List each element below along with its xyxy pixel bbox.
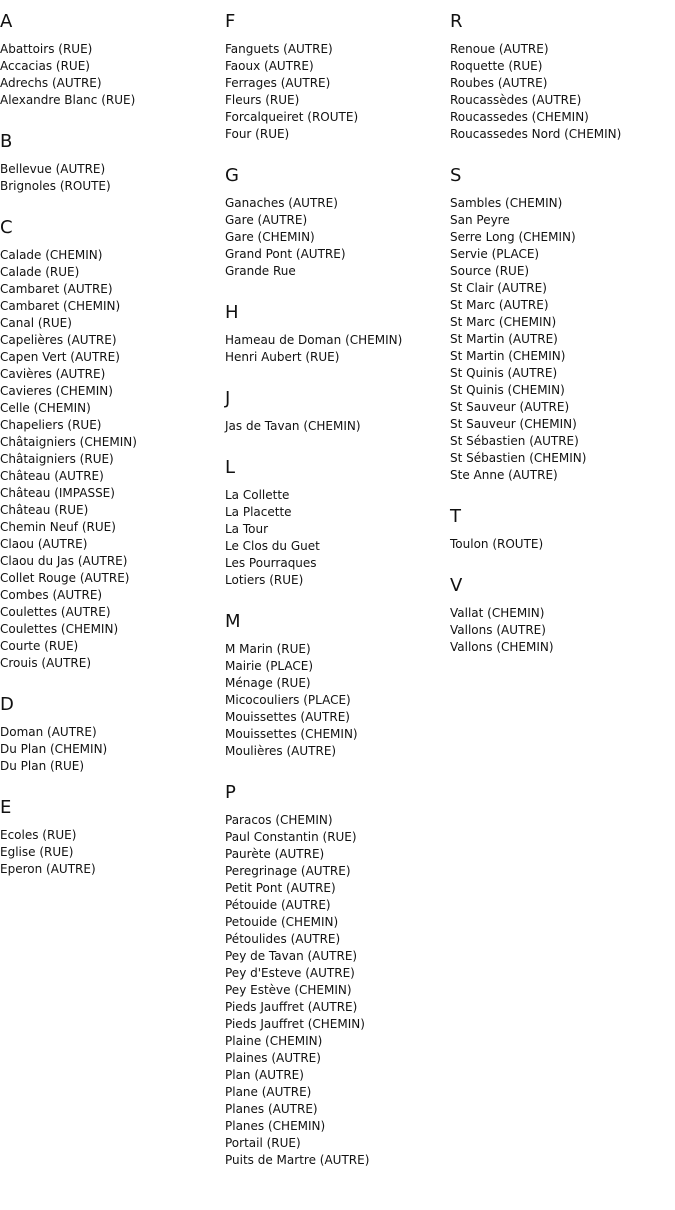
street-item: Fleurs (RUE) bbox=[225, 93, 300, 107]
street-list bbox=[0, 827, 222, 878]
street-list bbox=[225, 487, 447, 589]
street-list bbox=[0, 161, 222, 195]
street-item: Calade (RUE) bbox=[0, 265, 80, 279]
street-item: Grande Rue bbox=[225, 264, 296, 278]
letter-heading: F bbox=[225, 11, 236, 32]
street-list bbox=[225, 418, 447, 435]
letter-heading: E bbox=[0, 797, 12, 818]
street-item: Cambaret (CHEMIN) bbox=[0, 299, 121, 313]
street-item: Le Clos du Guet bbox=[225, 539, 320, 553]
street-item: Pey de Tavan (AUTRE) bbox=[225, 949, 358, 963]
street-item: Les Pourraques bbox=[225, 556, 317, 570]
letter-heading: B bbox=[0, 131, 13, 152]
street-list bbox=[450, 536, 672, 553]
street-list bbox=[0, 247, 222, 672]
letter-heading: R bbox=[450, 11, 463, 32]
street-item: San Peyre bbox=[450, 213, 510, 227]
street-item: Micocouliers (PLACE) bbox=[225, 693, 351, 707]
street-item: Petouide (CHEMIN) bbox=[225, 915, 339, 929]
street-item: Plaine (CHEMIN) bbox=[225, 1034, 323, 1048]
street-item: Ecoles (RUE) bbox=[0, 828, 77, 842]
letter-heading: T bbox=[450, 506, 461, 527]
street-item: Châtaigniers (CHEMIN) bbox=[0, 435, 137, 449]
letter-group bbox=[0, 694, 222, 775]
street-item: Ganaches (AUTRE) bbox=[225, 196, 338, 210]
street-item: St Quinis (CHEMIN) bbox=[450, 383, 565, 397]
letter-group bbox=[0, 797, 222, 878]
street-item: Mouissettes (CHEMIN) bbox=[225, 727, 358, 741]
street-item: Forcalqueiret (ROUTE) bbox=[225, 110, 359, 124]
street-item: Roucassèdes (AUTRE) bbox=[450, 93, 582, 107]
street-item: St Quinis (AUTRE) bbox=[450, 366, 558, 380]
street-item: Vallons (AUTRE) bbox=[450, 623, 546, 637]
street-list bbox=[450, 195, 672, 484]
street-item: Alexandre Blanc (RUE) bbox=[0, 93, 136, 107]
street-item: Plane (AUTRE) bbox=[225, 1085, 312, 1099]
street-list bbox=[225, 41, 447, 143]
street-item: Château (AUTRE) bbox=[0, 469, 104, 483]
letter-heading: H bbox=[225, 302, 239, 323]
street-item: Capelières (AUTRE) bbox=[0, 333, 117, 347]
street-item: Pétouide (AUTRE) bbox=[225, 898, 331, 912]
street-item: Toulon (ROUTE) bbox=[450, 537, 544, 551]
street-item: Faoux (AUTRE) bbox=[225, 59, 314, 73]
street-item: Petit Pont (AUTRE) bbox=[225, 881, 336, 895]
letter-group bbox=[450, 575, 672, 656]
street-item: Cavières (AUTRE) bbox=[0, 367, 106, 381]
letter-heading: D bbox=[0, 694, 14, 715]
street-item: Crouis (AUTRE) bbox=[0, 656, 92, 670]
street-item: Eglise (RUE) bbox=[0, 845, 74, 859]
letter-heading: S bbox=[450, 165, 462, 186]
street-index-column-3 bbox=[450, 0, 672, 678]
street-item: St Sauveur (AUTRE) bbox=[450, 400, 570, 414]
street-item: Paul Constantin (RUE) bbox=[225, 830, 357, 844]
street-item: Coulettes (CHEMIN) bbox=[0, 622, 119, 636]
street-item: St Marc (CHEMIN) bbox=[450, 315, 557, 329]
street-item: Planes (CHEMIN) bbox=[225, 1119, 326, 1133]
street-item: Celle (CHEMIN) bbox=[0, 401, 91, 415]
letter-group bbox=[225, 611, 447, 760]
street-item: Servie (PLACE) bbox=[450, 247, 540, 261]
street-item: Canal (RUE) bbox=[0, 316, 72, 330]
street-item: Roubes (AUTRE) bbox=[450, 76, 548, 90]
letter-group bbox=[450, 11, 672, 143]
street-item: Vallat (CHEMIN) bbox=[450, 606, 545, 620]
letter-group bbox=[225, 11, 447, 143]
street-item: Jas de Tavan (CHEMIN) bbox=[225, 419, 361, 433]
street-item: Du Plan (CHEMIN) bbox=[0, 742, 108, 756]
letter-group bbox=[450, 506, 672, 553]
street-item: Collet Rouge (AUTRE) bbox=[0, 571, 130, 585]
street-item: Accacias (RUE) bbox=[0, 59, 90, 73]
street-item: Sambles (CHEMIN) bbox=[450, 196, 563, 210]
street-item: Hameau de Doman (CHEMIN) bbox=[225, 333, 403, 347]
street-item: Bellevue (AUTRE) bbox=[0, 162, 106, 176]
letter-group bbox=[225, 388, 447, 435]
letter-group bbox=[225, 782, 447, 1169]
street-item: St Sébastien (CHEMIN) bbox=[450, 451, 587, 465]
street-index-column-1 bbox=[0, 0, 222, 900]
street-item: Vallons (CHEMIN) bbox=[450, 640, 554, 654]
street-item: Fanguets (AUTRE) bbox=[225, 42, 333, 56]
street-item: Roquette (RUE) bbox=[450, 59, 543, 73]
street-item: Roucassedes Nord (CHEMIN) bbox=[450, 127, 622, 141]
street-item: Mairie (PLACE) bbox=[225, 659, 314, 673]
street-item: Plan (AUTRE) bbox=[225, 1068, 304, 1082]
street-item: Mouissettes (AUTRE) bbox=[225, 710, 350, 724]
street-item: Chemin Neuf (RUE) bbox=[0, 520, 116, 534]
letter-group bbox=[0, 11, 222, 109]
street-item: Pey d'Esteve (AUTRE) bbox=[225, 966, 355, 980]
letter-heading: C bbox=[0, 217, 13, 238]
street-item: Coulettes (AUTRE) bbox=[0, 605, 111, 619]
street-item: St Martin (CHEMIN) bbox=[450, 349, 566, 363]
street-item: Plaines (AUTRE) bbox=[225, 1051, 321, 1065]
letter-group bbox=[225, 302, 447, 366]
street-item: Moulières (AUTRE) bbox=[225, 744, 337, 758]
street-item: Pieds Jauffret (CHEMIN) bbox=[225, 1017, 365, 1031]
street-item: Gare (AUTRE) bbox=[225, 213, 308, 227]
street-list bbox=[225, 332, 447, 366]
letter-heading: V bbox=[450, 575, 463, 596]
street-list bbox=[0, 41, 222, 109]
street-item: St Sébastien (AUTRE) bbox=[450, 434, 579, 448]
street-item: Ferrages (AUTRE) bbox=[225, 76, 331, 90]
street-item: Ménage (RUE) bbox=[225, 676, 311, 690]
street-item: Claou (AUTRE) bbox=[0, 537, 88, 551]
street-item: La Collette bbox=[225, 488, 290, 502]
street-item: Renoue (AUTRE) bbox=[450, 42, 549, 56]
street-item: Four (RUE) bbox=[225, 127, 290, 141]
street-item: Portail (RUE) bbox=[225, 1136, 301, 1150]
letter-group bbox=[0, 217, 222, 672]
street-item: Adrechs (AUTRE) bbox=[0, 76, 102, 90]
street-list bbox=[450, 41, 672, 143]
street-item: Source (RUE) bbox=[450, 264, 530, 278]
street-item: Abattoirs (RUE) bbox=[0, 42, 93, 56]
street-list bbox=[0, 724, 222, 775]
street-item: M Marin (RUE) bbox=[225, 642, 311, 656]
street-item: St Martin (AUTRE) bbox=[450, 332, 558, 346]
street-item: Pieds Jauffret (AUTRE) bbox=[225, 1000, 358, 1014]
street-item: Chapeliers (RUE) bbox=[0, 418, 102, 432]
street-item: Château (RUE) bbox=[0, 503, 89, 517]
street-item: Claou du Jas (AUTRE) bbox=[0, 554, 128, 568]
street-item: Roucassedes (CHEMIN) bbox=[450, 110, 589, 124]
street-item: Pey Estève (CHEMIN) bbox=[225, 983, 352, 997]
letter-heading: M bbox=[225, 611, 241, 632]
letter-group bbox=[0, 131, 222, 195]
street-item: Du Plan (RUE) bbox=[0, 759, 85, 773]
street-item: Combes (AUTRE) bbox=[0, 588, 103, 602]
street-item: La Tour bbox=[225, 522, 269, 536]
letter-group bbox=[225, 165, 447, 280]
street-list bbox=[225, 641, 447, 760]
street-list bbox=[450, 605, 672, 656]
letter-heading: A bbox=[0, 11, 13, 32]
street-item: Courte (RUE) bbox=[0, 639, 79, 653]
street-item: Grand Pont (AUTRE) bbox=[225, 247, 346, 261]
street-item: Paracos (CHEMIN) bbox=[225, 813, 333, 827]
street-item: St Marc (AUTRE) bbox=[450, 298, 549, 312]
street-item: Paurète (AUTRE) bbox=[225, 847, 325, 861]
street-item: St Clair (AUTRE) bbox=[450, 281, 547, 295]
street-list bbox=[225, 195, 447, 280]
street-item: Capen Vert (AUTRE) bbox=[0, 350, 120, 364]
street-item: Gare (CHEMIN) bbox=[225, 230, 315, 244]
street-item: Puits de Martre (AUTRE) bbox=[225, 1153, 370, 1167]
street-item: St Sauveur (CHEMIN) bbox=[450, 417, 577, 431]
street-index-column-2 bbox=[225, 0, 447, 1191]
street-item: Calade (CHEMIN) bbox=[0, 248, 103, 262]
street-item: Château (IMPASSE) bbox=[0, 486, 115, 500]
street-item: Peregrinage (AUTRE) bbox=[225, 864, 351, 878]
street-item: Lotiers (RUE) bbox=[225, 573, 304, 587]
letter-group bbox=[225, 457, 447, 589]
street-item: Châtaigniers (RUE) bbox=[0, 452, 114, 466]
street-item: Pétoulides (AUTRE) bbox=[225, 932, 341, 946]
street-item: Doman (AUTRE) bbox=[0, 725, 97, 739]
street-item: Henri Aubert (RUE) bbox=[225, 350, 340, 364]
street-item: Brignoles (ROUTE) bbox=[0, 179, 111, 193]
street-item: Serre Long (CHEMIN) bbox=[450, 230, 576, 244]
street-item: Eperon (AUTRE) bbox=[0, 862, 96, 876]
street-item: Cambaret (AUTRE) bbox=[0, 282, 113, 296]
street-list bbox=[225, 812, 447, 1169]
street-item: Planes (AUTRE) bbox=[225, 1102, 318, 1116]
letter-heading: P bbox=[225, 782, 236, 803]
street-item: Cavieres (CHEMIN) bbox=[0, 384, 113, 398]
letter-heading: L bbox=[225, 457, 236, 478]
street-item: Ste Anne (AUTRE) bbox=[450, 468, 558, 482]
street-item: La Placette bbox=[225, 505, 292, 519]
letter-heading: J bbox=[225, 388, 231, 409]
letter-group bbox=[450, 165, 672, 484]
letter-heading: G bbox=[225, 165, 239, 186]
